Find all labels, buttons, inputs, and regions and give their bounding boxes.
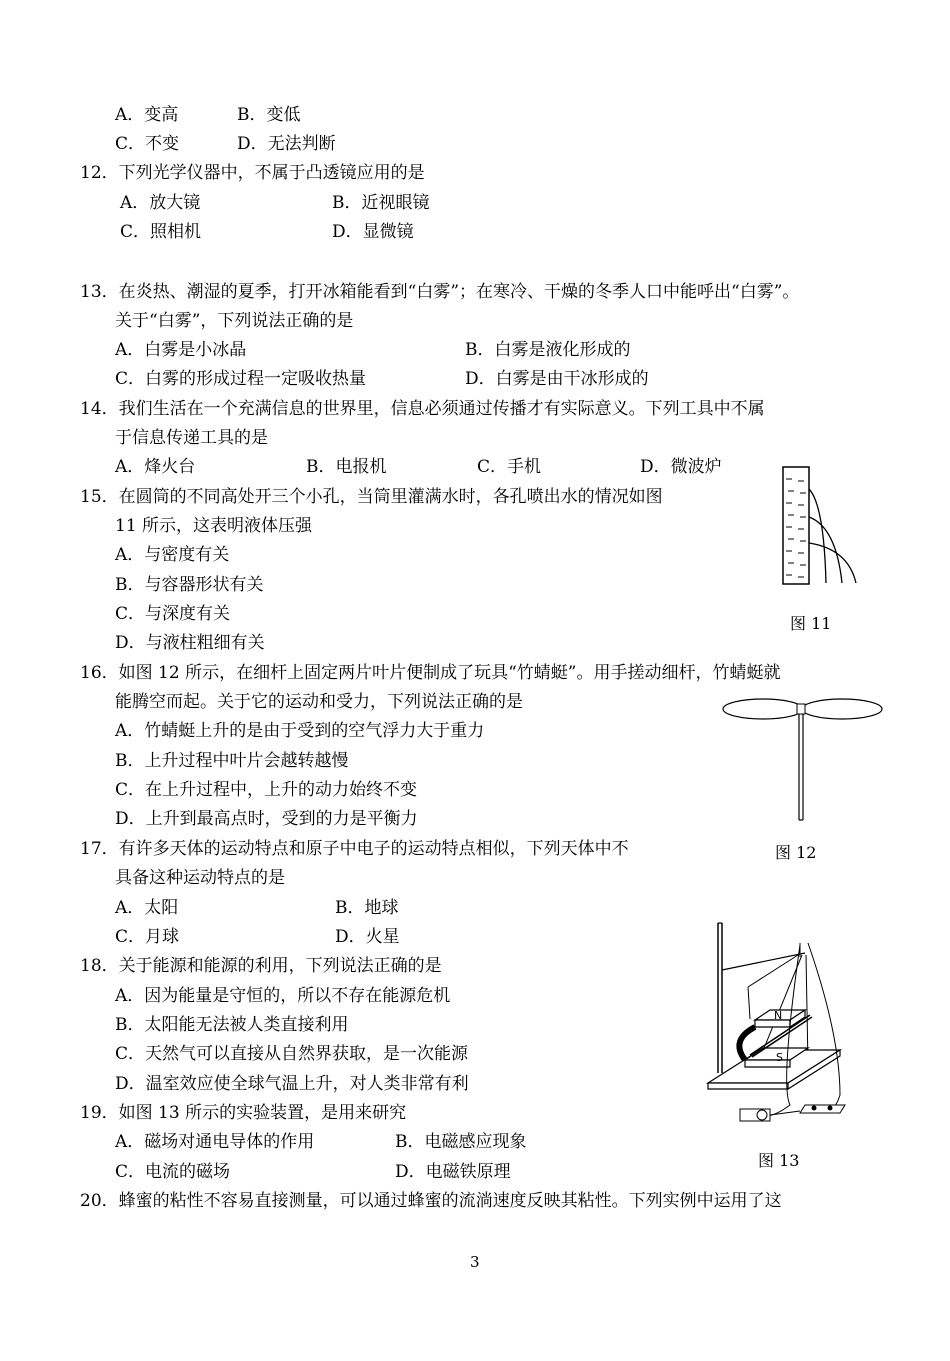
q11-option-c: C．不变 xyxy=(115,134,180,154)
q15-option-d: D．与液柱粗细有关 xyxy=(115,633,265,653)
q15-option-b: B．与容器形状有关 xyxy=(115,575,264,595)
q11-option-a: A．变高 xyxy=(115,105,179,125)
q17-stem-line1: 17．有许多天体的运动特点和原子中电子的运动特点相似，下列天体中不 xyxy=(80,839,629,859)
figure-11-caption: 图 11 xyxy=(790,614,832,633)
q13-option-c: C．白雾的形成过程一定吸收热量 xyxy=(115,369,367,389)
q15-stem-line1: 15．在圆筒的不同高处开三个小孔，当筒里灌满水时，各孔喷出水的情况如图 xyxy=(80,487,663,507)
q16-option-b: B．上升过程中叶片会越转越慢 xyxy=(115,751,349,771)
magnet-n-label: N xyxy=(774,1009,783,1022)
q18-option-a: A．因为能量是守恒的，所以不存在能源危机 xyxy=(115,986,451,1006)
q12-stem: 12．下列光学仪器中，不属于凸透镜应用的是 xyxy=(80,163,425,183)
magnet-s-label: S xyxy=(776,1051,783,1064)
q13-option-a: A．白雾是小冰晶 xyxy=(115,340,247,360)
q11-option-d: D．无法判断 xyxy=(237,134,336,154)
q20-stem: 20．蜂蜜的粘性不容易直接测量，可以通过蜂蜜的流淌速度反映其粘性。下列实例中运用了这 xyxy=(80,1191,782,1211)
q14-stem-line2: 于信息传递工具的是 xyxy=(115,428,268,448)
q19-stem: 19．如图 13 所示的实验装置，是用来研究 xyxy=(80,1103,407,1123)
q13-stem-line2: 关于“白雾”，下列说法正确的是 xyxy=(115,311,354,331)
q18-stem: 18．关于能源和能源的利用，下列说法正确的是 xyxy=(80,956,442,976)
figure-13-electromagnetic-apparatus xyxy=(700,915,850,1130)
figure-12-caption: 图 12 xyxy=(775,843,817,862)
q19-option-d: D．电磁铁原理 xyxy=(395,1162,511,1182)
q17-stem-line2: 具备这种运动特点的是 xyxy=(115,868,285,888)
q15-option-c: C．与深度有关 xyxy=(115,604,231,624)
q11-option-b: B．变低 xyxy=(237,105,301,125)
q15-option-a: A．与密度有关 xyxy=(115,545,230,565)
q16-option-c: C．在上升过程中，上升的动力始终不变 xyxy=(115,780,418,800)
page-number: 3 xyxy=(470,1253,480,1271)
q18-option-d: D．温室效应使全球气温上升，对人类非常有利 xyxy=(115,1074,469,1094)
q14-option-c: C．手机 xyxy=(477,457,542,477)
q16-option-a: A．竹蜻蜓上升的是由于受到的空气浮力大于重力 xyxy=(115,721,485,741)
q13-option-b: B．白雾是液化形成的 xyxy=(465,340,631,360)
figure-13-caption: 图 13 xyxy=(758,1151,800,1170)
q14-stem-line1: 14．我们生活在一个充满信息的世界里，信息必须通过传播才有实际意义。下列工具中不属 xyxy=(80,399,765,419)
q13-option-d: D．白雾是由干冰形成的 xyxy=(465,369,649,389)
q17-option-b: B．地球 xyxy=(335,898,399,918)
q17-option-a: A．太阳 xyxy=(115,898,179,918)
q17-option-c: C．月球 xyxy=(115,927,180,947)
q13-stem-line1: 13．在炎热、潮湿的夏季，打开冰箱能看到“白雾”；在寒冷、干燥的冬季人口中能呼出“白雾”。 xyxy=(80,282,800,302)
q16-stem-line1: 16．如图 12 所示，在细杆上固定两片叶片便制成了玩具“竹蜻蜓”。用手搓动细杆，竹蜻蜓就 xyxy=(80,663,781,683)
q14-option-b: B．电报机 xyxy=(306,457,387,477)
q19-option-c: C．电流的磁场 xyxy=(115,1162,231,1182)
q16-stem-line2: 能腾空而起。关于它的运动和受力，下列说法正确的是 xyxy=(115,692,523,712)
q16-option-d: D．上升到最高点时，受到的力是平衡力 xyxy=(115,809,418,829)
q12-option-d: D．显微镜 xyxy=(332,222,414,242)
q12-option-c: C．照相机 xyxy=(120,222,202,242)
q18-option-b: B．太阳能无法被人类直接利用 xyxy=(115,1015,349,1035)
q12-option-b: B．近视眼镜 xyxy=(332,193,430,213)
q12-option-a: A．放大镜 xyxy=(120,193,201,213)
q14-option-a: A．烽火台 xyxy=(115,457,196,477)
q18-option-c: C．天然气可以直接从自然界获取，是一次能源 xyxy=(115,1044,469,1064)
figure-12-bamboo-dragonfly xyxy=(720,695,885,825)
figure-11-water-cylinder xyxy=(770,465,870,590)
q17-option-d: D．火星 xyxy=(335,927,400,947)
q14-option-d: D．微波炉 xyxy=(640,457,722,477)
q19-option-a: A．磁场对通电导体的作用 xyxy=(115,1132,315,1152)
q19-option-b: B．电磁感应现象 xyxy=(395,1132,527,1152)
q15-stem-line2: 11 所示，这表明液体压强 xyxy=(115,516,313,536)
